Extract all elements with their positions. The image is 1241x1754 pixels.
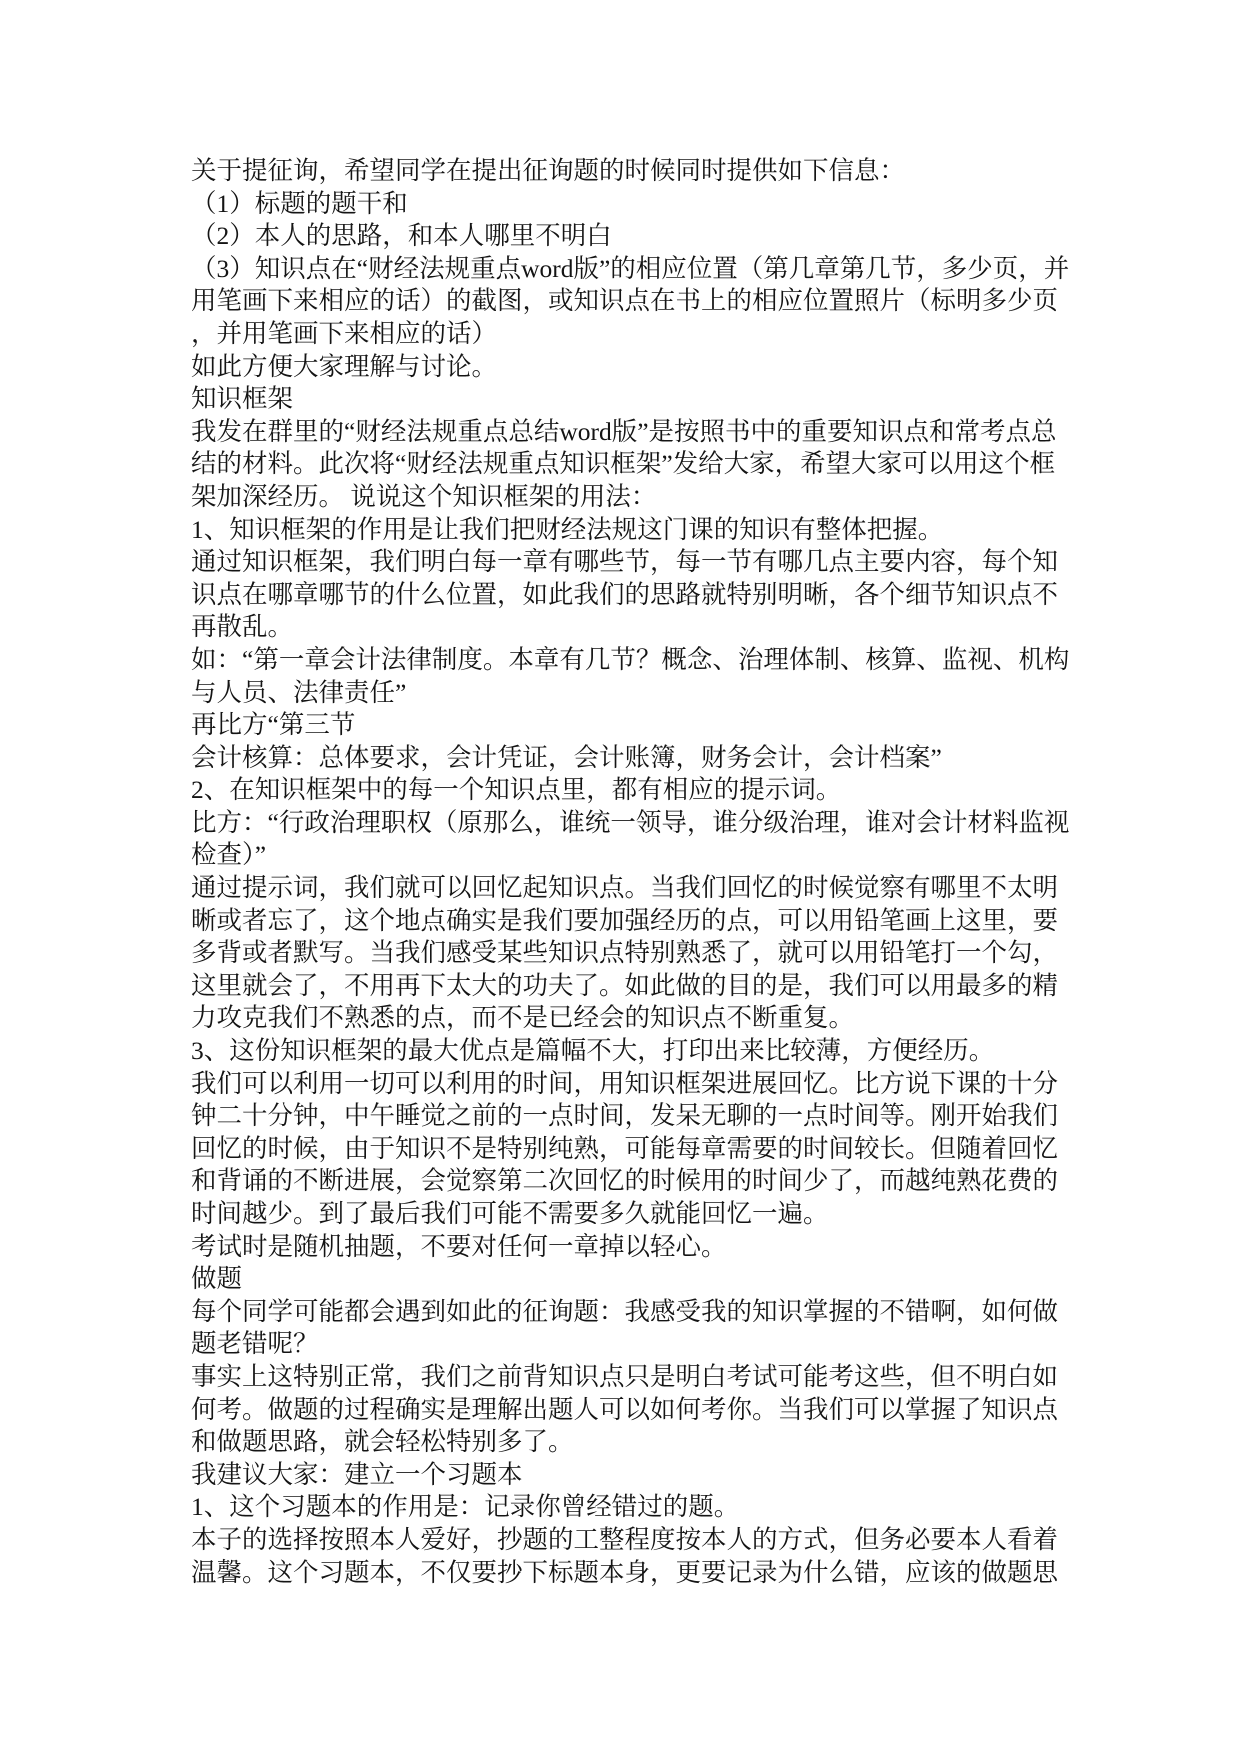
text-line: 我们可以利用一切可以利用的时间，用知识框架进展回忆。比方说下课的十分 — [191, 1068, 1059, 1098]
text-line: 本子的选择按照本人爱好，抄题的工整程度按本人的方式，但务必要本人看着 — [191, 1524, 1059, 1554]
section-heading-practice: 做题 — [191, 1264, 243, 1294]
text-line: 如：“第一章会计法律制度。本章有几节？概念、治理体制、核算、监视、机构 — [191, 644, 1070, 674]
text-line: （2）本人的思路，和本人哪里不明白 — [191, 221, 612, 251]
text-line: 如此方便大家理解与讨论。 — [191, 351, 498, 381]
text-line: 温馨。这个习题本，不仅要抄下标题本身，更要记录为什么错，应该的做题思 — [191, 1557, 1059, 1587]
text-line: 1、知识框架的作用是让我们把财经法规这门课的知识有整体把握。 — [191, 514, 944, 544]
text-line: 晰或者忘了，这个地点确实是我们要加强经历的点，可以用铅笔画上这里，要 — [191, 905, 1059, 935]
text-line: 时间越少。到了最后我们可能不需要多久就能回忆一遍。 — [191, 1199, 829, 1228]
text-line: 3、这份知识框架的最大优点是篇幅不大，打印出来比较薄，方便经历。 — [191, 1036, 995, 1066]
text-line: 会计核算：总体要求，会计凭证，会计账簿，财务会计，会计档案” — [191, 742, 942, 772]
text-line: （3）知识点在“财经法规重点word版”的相应位置（第几章第几节，多少页，并 — [191, 253, 1070, 283]
text-line: 我建议大家：建立一个习题本 — [191, 1459, 523, 1489]
text-line: 何考。做题的过程确实是理解出题人可以如何考你。当我们可以掌握了知识点 — [191, 1394, 1059, 1424]
text-line: （1）标题的题干和 — [191, 188, 408, 218]
text-line: 识点在哪章哪节的什么位置，如此我们的思路就特别明晰，各个细节知识点不 — [191, 579, 1059, 609]
text-line: 钟二十分钟，中午睡觉之前的一点时间，发呆无聊的一点时间等。刚开始我们 — [191, 1101, 1059, 1131]
text-line: 多背或者默写。当我们感受某些知识点特别熟悉了，就可以用铅笔打一个勾， — [191, 938, 1059, 968]
text-line: 再散乱。 — [191, 612, 294, 642]
text-line: 考试时是随机抽题，不要对任何一章掉以轻心。 — [191, 1231, 727, 1261]
section-heading-knowledge-framework: 知识框架 — [191, 384, 294, 414]
text-line: 再比方“第三节 — [191, 710, 356, 740]
text-line: 我发在群里的“财经法规重点总结word版”是按照书中的重要知识点和常考点总 — [191, 416, 1057, 446]
text-line: 结的材料。此次将“财经法规重点知识框架”发给大家，希望大家可以用这个框 — [191, 449, 1056, 479]
text-line: 通过知识框架，我们明白每一章有哪些节，每一节有哪几点主要内容，每个知 — [191, 547, 1059, 577]
text-line: 关于提征询，希望同学在提出征询题的时候同时提供如下信息： — [191, 156, 906, 185]
text-line: 和背诵的不断进展，会觉察第二次回忆的时候用的时间少了，而越纯熟花费的 — [191, 1166, 1059, 1196]
text-line: 每个同学可能都会遇到如此的征询题：我感受我的知识掌握的不错啊，如何做 — [191, 1296, 1059, 1326]
text-line: ，并用笔画下来相应的话） — [191, 318, 498, 348]
text-line: 架加深经历。 说说这个知识框架的用法： — [191, 481, 657, 511]
text-line: 检查）” — [191, 840, 267, 870]
text-line: 和做题思路，就会轻松特别多了。 — [191, 1427, 574, 1457]
text-line: 题老错呢？ — [191, 1329, 319, 1359]
text-line: 与人员、法律责任” — [191, 677, 407, 707]
text-line: 2、在知识框架中的每一个知识点里，都有相应的提示词。 — [191, 775, 842, 805]
text-line: 这里就会了，不用再下太大的功夫了。如此做的目的是，我们可以用最多的精 — [191, 970, 1059, 1000]
text-line: 通过提示词，我们就可以回忆起知识点。当我们回忆的时候觉察有哪里不太明 — [191, 873, 1059, 903]
text-line: 事实上这特别正常，我们之前背知识点只是明白考试可能考这些，但不明白如 — [191, 1361, 1059, 1391]
text-line: 用笔画下来相应的话）的截图，或知识点在书上的相应位置照片（标明多少页 — [191, 286, 1059, 316]
text-line: 力攻克我们不熟悉的点，而不是已经会的知识点不断重复。 — [191, 1003, 855, 1033]
text-line: 比方：“行政治理职权（原那么，谁统一领导，谁分级治理，谁对会计材料监视 — [191, 807, 1070, 837]
text-line: 回忆的时候，由于知识不是特别纯熟，可能每章需要的时间较长。但随着回忆 — [191, 1133, 1059, 1163]
text-line: 1、这个习题本的作用是：记录你曾经错过的题。 — [191, 1492, 740, 1522]
document-body — [191, 155, 1091, 1589]
